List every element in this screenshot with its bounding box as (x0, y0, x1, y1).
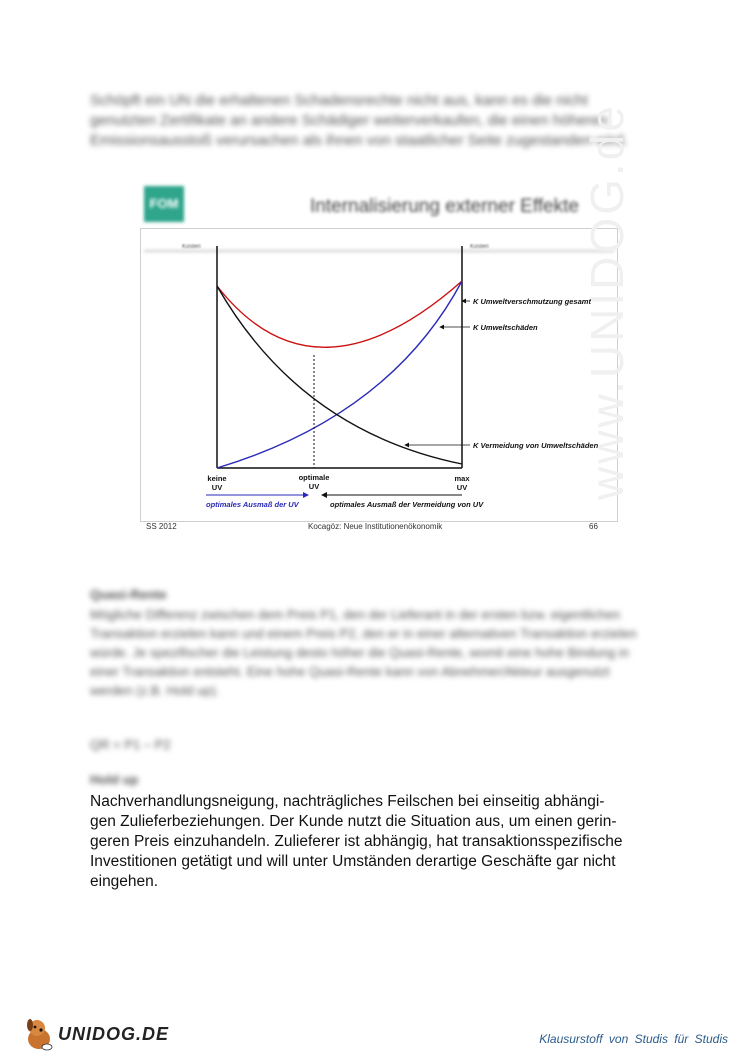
dog-mascot-icon (24, 1017, 54, 1051)
intro-paragraph: Schöpft ein UN die erhaltenen Schadensrechte nicht aus, kann es die nicht genutzten Zertifikate an andere Schädiger weiterverkaufen, die einen höheren Emissionsausstoß verursachen als ihnen von staatlicher Seite zugestanden wird. (90, 92, 628, 149)
unidog-logo[interactable] (24, 1014, 169, 1054)
annotation-left-label: optimales Ausmaß der UV (206, 500, 299, 509)
hold-up-line-3: geren Preis einzuhandeln. Zulieferer ist abhängig, hat transaktionsspezifische (90, 833, 623, 850)
legend-label-avoidance: K Vermeidung von Umweltschäden (473, 441, 599, 450)
hold-up-line-1: Nachverhandlungsneigung, nachträgliches Feilschen bei einseitig abhängi- (90, 793, 605, 810)
slide-footer-center: Kocagöz: Neue Institutionenökonomik (308, 522, 443, 531)
hold-up-line-4: Investitionen getätigt und will unter Umständen derartige Geschäfte gar nicht (90, 853, 616, 870)
hold-up-line-2: gen Zulieferbeziehungen. Der Kunde nutzt die Situation aus, um einen gerin- (90, 813, 617, 830)
footer-tagline: Klausurstoff von Studis für Studis (539, 1032, 728, 1046)
hold-up-line-5: eingehen. (90, 873, 159, 890)
quasi-rente-text: Mögliche Differenz zwischen dem Preis P1, den der Lieferant in der ersten bzw. eigentlichen Transaktion erzielen kann und einem Preis P2, den er in einer alternativen Transaktion erzielen würde. Je spezifischer die Leistung desto höher die Quasi-Rente, womit eine hohe Bindung in einer Transaktion entsteht. Eine hohe Quasi-Rente kann von Abnehmer/Akteur ausgenutzt werden (z.B. Hold up). (90, 607, 637, 698)
x-tick-label-optimale: optimale (298, 473, 330, 482)
x-tick-label-keine-uv: UV (211, 483, 223, 492)
slide-footer-left: SS 2012 (146, 522, 177, 531)
y-axis-label-right: Kosten (470, 244, 489, 250)
hold-up-text (90, 792, 650, 892)
series-damage-cost-line (217, 281, 462, 468)
x-tick-label-keine: keine (207, 474, 227, 483)
series-avoidance-cost-line (217, 286, 462, 464)
hold-up-heading: Hold up (90, 772, 139, 787)
logo-text: UNIDOG.DE (58, 1023, 170, 1044)
fom-logo: FOM (144, 186, 184, 222)
quasi-rente-heading: Quasi-Rente (90, 587, 167, 602)
legend-label-damage: K Umweltschäden (473, 323, 538, 332)
x-tick-label-max: max (454, 474, 470, 483)
legend-label-total: K Umweltverschmutzung gesamt (473, 297, 591, 306)
watermark: www.UNIDOG.de (581, 103, 633, 500)
annotation-right-label: optimales Ausmaß der Vermeidung von UV (330, 500, 484, 509)
slide-image (140, 186, 618, 536)
x-tick-label-optimale-uv: UV (308, 482, 320, 491)
slide-title: Internalisierung externer Effekte (310, 196, 579, 217)
quasi-rente-formula: QR = P1 – P2 (90, 737, 171, 752)
x-tick-label-max-uv: UV (456, 483, 468, 492)
slide-page-number: 66 (589, 522, 598, 531)
cost-chart (140, 186, 618, 536)
y-axis-label-left: Kosten (182, 244, 201, 250)
